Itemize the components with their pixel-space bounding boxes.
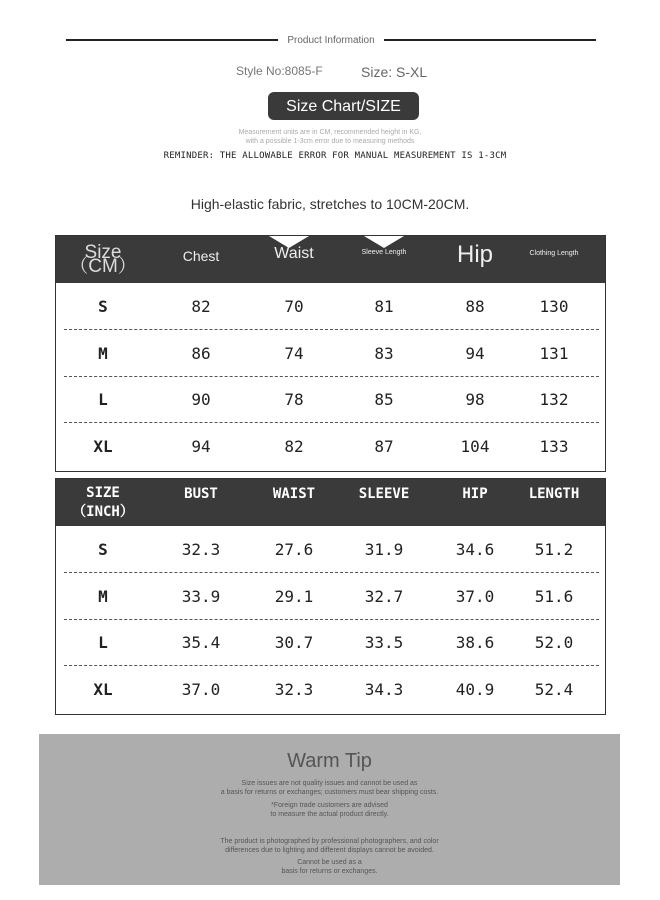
measurement-cell: 130 <box>539 297 569 316</box>
measurement-cell: 32.7 <box>364 586 404 606</box>
column-header: Sleeve Length <box>361 249 407 256</box>
measurement-cell: 87 <box>374 436 394 456</box>
measurement-cell: 37.0 <box>455 586 495 606</box>
measurement-cell: 30.7 <box>274 633 314 652</box>
measurement-cell: 32.3 <box>274 679 314 699</box>
header-notch <box>364 236 404 248</box>
table-row <box>56 424 605 470</box>
size-cell: M <box>98 343 108 363</box>
measurement-cell: 38.6 <box>455 633 495 652</box>
size-cell: S <box>98 540 108 559</box>
column-header: SIZE （INCH） <box>72 485 134 520</box>
measurement-cell: 88 <box>465 297 485 316</box>
warm-tip-line: *Foreign trade customers are advised <box>271 802 388 809</box>
warm-tip-line: Size issues are not quality issues and cannot be used as <box>241 780 418 787</box>
measurement-cell: 131 <box>539 343 569 363</box>
measurement-cell: 31.9 <box>364 540 404 559</box>
table-row <box>56 527 605 573</box>
size-cell: M <box>98 586 108 606</box>
size-table-cm <box>55 235 606 472</box>
column-header: BUST <box>184 486 218 502</box>
column-header: HIP <box>462 486 488 502</box>
fabric-note: High-elastic fabric, stretches to 10CM-20CM. <box>190 196 470 212</box>
table-row <box>56 377 605 423</box>
measurement-cell: 132 <box>539 390 569 409</box>
style-number: Style No:8085-F <box>236 64 323 78</box>
measurement-cell: 27.6 <box>274 540 314 559</box>
size-table-inch <box>55 478 606 715</box>
measurement-cell: 90 <box>191 390 211 409</box>
column-header: WAIST <box>272 486 316 502</box>
measurement-cell: 81 <box>374 297 394 316</box>
measurement-note-1: Measurement units are in CM, recommended height in KG, <box>238 129 422 136</box>
measurement-cell: 32.3 <box>181 540 221 559</box>
size-cell: XL <box>93 679 113 699</box>
measurement-cell: 34.3 <box>364 679 404 699</box>
table-row <box>56 331 605 377</box>
column-header: Chest <box>182 248 220 264</box>
column-header: SLEEVE <box>358 486 410 502</box>
measurement-cell: 29.1 <box>274 586 314 606</box>
measurement-cell: 94 <box>465 343 485 363</box>
measurement-cell: 33.9 <box>181 586 221 606</box>
size-range: Size: S-XL <box>361 64 428 80</box>
column-header: Waist <box>274 245 314 262</box>
measurement-cell: 86 <box>191 343 211 363</box>
warm-tip-line: to measure the actual product directly. <box>270 811 389 818</box>
table-row <box>56 620 605 666</box>
measurement-cell: 85 <box>374 390 394 409</box>
measurement-cell: 34.6 <box>455 540 495 559</box>
warm-tip-panel <box>39 734 620 885</box>
measurement-cell: 51.6 <box>534 586 574 606</box>
warm-tip-line: Cannot be used as a <box>297 859 362 866</box>
section-title: Product Information <box>287 35 375 46</box>
warm-tip-title: Warm Tip <box>287 750 372 772</box>
column-header: Hip <box>456 241 493 268</box>
header-rule-left <box>66 39 278 41</box>
warm-tip-line: a basis for returns or exchanges; customers must bear shipping costs. <box>220 789 439 796</box>
measurement-cell: 52.4 <box>534 679 574 699</box>
measurement-cell: 74 <box>284 343 304 363</box>
measurement-cell: 83 <box>374 343 394 363</box>
measurement-note-2: with a possible 1-3cm error due to measuring methods <box>245 138 415 145</box>
measurement-cell: 52.0 <box>534 633 574 652</box>
column-header: LENGTH <box>528 486 580 502</box>
measurement-cell: 104 <box>460 436 490 456</box>
measurement-cell: 78 <box>284 390 304 409</box>
measurement-cell: 51.2 <box>534 540 574 559</box>
measurement-cell: 37.0 <box>181 679 221 699</box>
warm-tip-line: differences due to lighting and different displays cannot be avoided. <box>225 847 434 854</box>
size-cell: XL <box>93 436 113 456</box>
column-header: Size （CM） <box>69 242 137 277</box>
table-row <box>56 574 605 620</box>
size-chart-label: Size Chart/SIZE <box>268 92 419 120</box>
measurement-cell: 33.5 <box>364 633 404 652</box>
measurement-cell: 82 <box>191 297 211 316</box>
measurement-cell: 35.4 <box>181 633 221 652</box>
measurement-cell: 133 <box>539 436 569 456</box>
table-row <box>56 667 605 713</box>
column-header: Clothing Length <box>529 250 579 257</box>
header-rule-right <box>384 39 596 41</box>
measurement-cell: 98 <box>465 390 485 409</box>
measurement-cell: 94 <box>191 436 211 456</box>
table-row <box>56 284 605 330</box>
warm-tip-line: The product is photographed by professional photographers, and color <box>220 838 439 845</box>
measurement-cell: 70 <box>284 297 304 316</box>
size-cell: L <box>98 390 108 409</box>
measurement-cell: 82 <box>284 436 304 456</box>
size-cell: L <box>98 633 108 652</box>
warm-tip-line: basis for returns or exchanges. <box>281 868 378 875</box>
size-cell: S <box>98 297 108 316</box>
measurement-cell: 40.9 <box>455 679 495 699</box>
measurement-reminder: REMINDER: THE ALLOWABLE ERROR FOR MANUAL MEASUREMENT IS 1-3CM <box>163 151 507 161</box>
